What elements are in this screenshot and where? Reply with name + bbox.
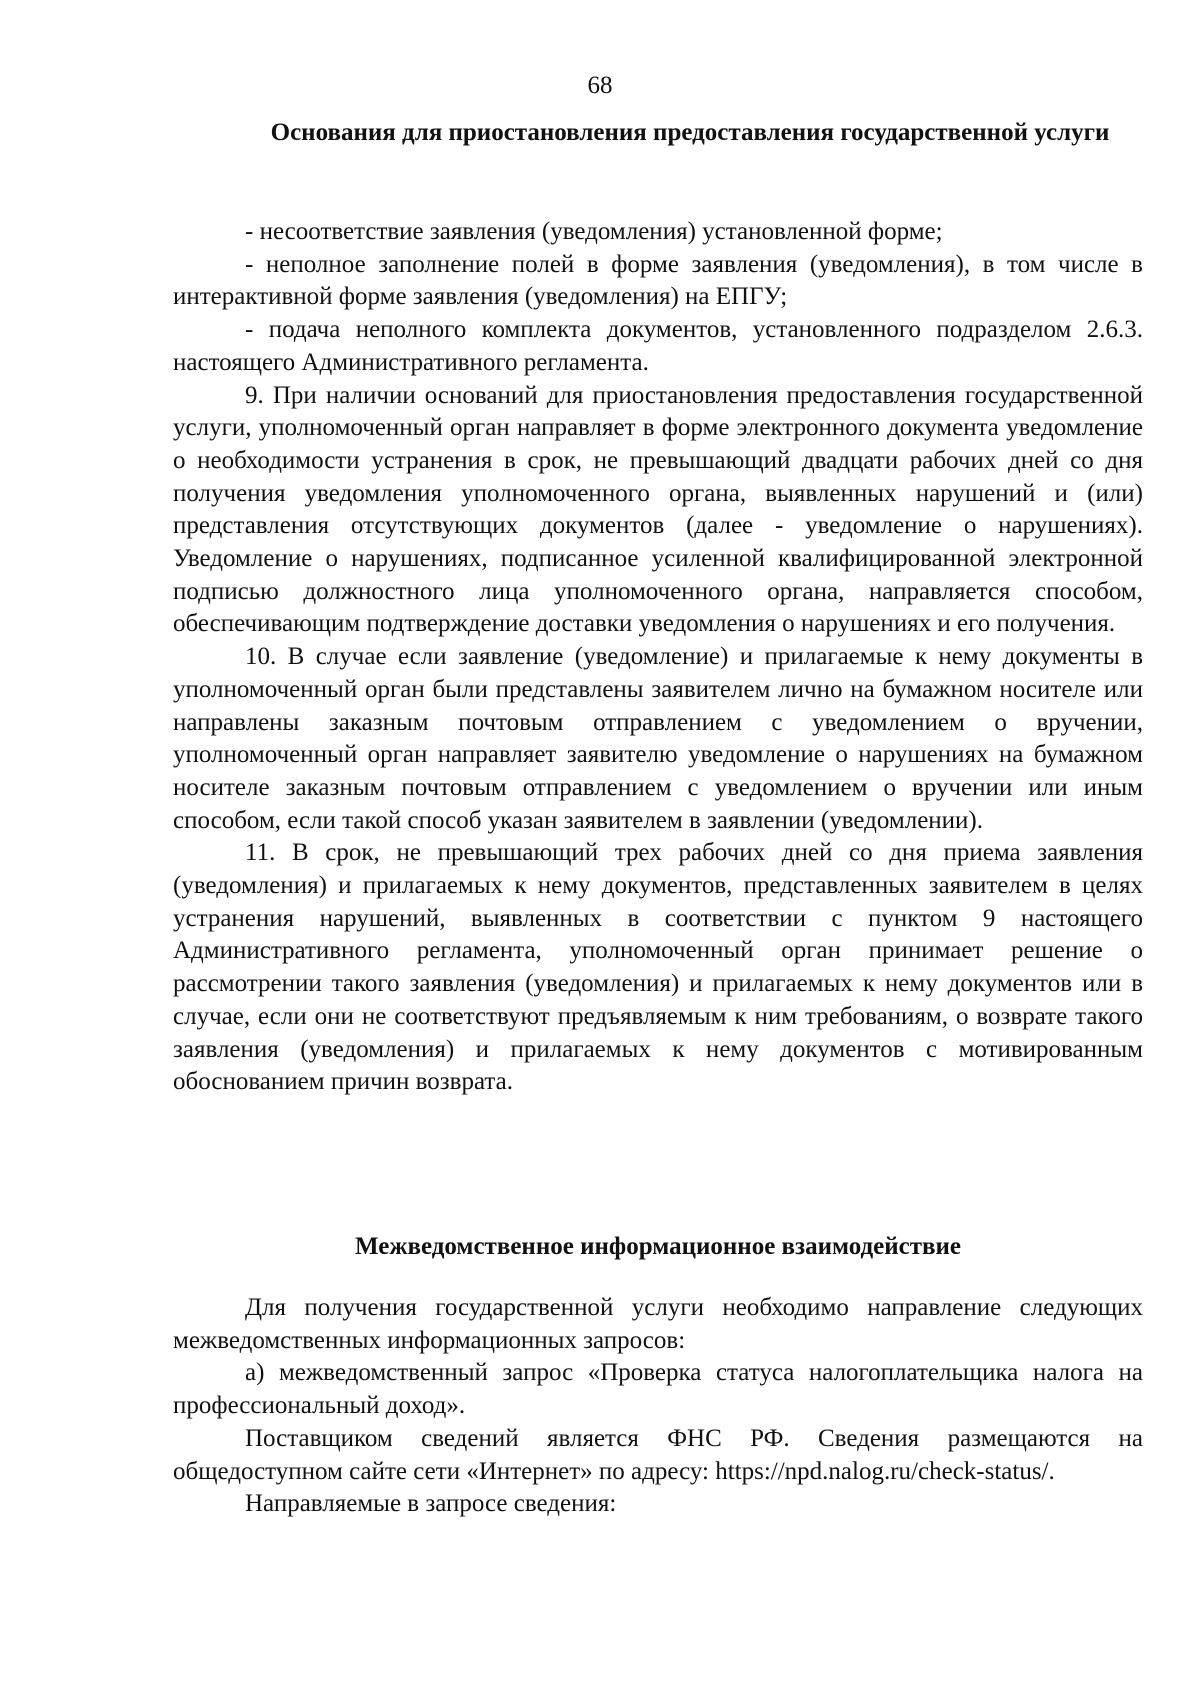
paragraph: а) межведомственный запрос «Проверка статуса налогоплательщика налога на профессиональный доход». <box>173 1359 1143 1420</box>
section-heading-interagency-interaction: Межведомственное информационное взаимодействие <box>355 1233 961 1260</box>
page-number: 68 <box>587 72 613 99</box>
paragraph: Поставщиком сведений является ФНС РФ. Сведения размещаются на общедоступном сайте сети «Интернет» по адресу: https://npd.nalog.ru/check-status/. <box>173 1424 1143 1485</box>
paragraph: 10. В случае если заявление (уведомление) и прилагаемые к нему документы в уполномоченный орган были представлены заявителем лично на бумажном носителе или направлены заказным почтовым отправлением с уведомлением о вручении, уполномоченный орган направляет заявителю уведомление о нарушениях на бумажном носителе заказным почтовым отправлением с уведомлением о вручении или иным способом, если такой способ указан заявителем в заявлении (уведомлении). <box>173 643 1143 834</box>
section-heading-suspension-grounds: Основания для приостановления предоставления государственной услуги <box>270 119 1110 146</box>
paragraph: - неполное заполнение полей в форме заявления (уведомления), в том числе в интерактивной форме заявления (уведомления) на ЕПГУ; <box>173 250 1143 311</box>
paragraph: 11. В срок, не превышающий трех рабочих дней со дня приема заявления (уведомления) и прилагаемых к нему документов, представленных заявителем в целях устранения нарушений, выявленных в соответствии с пунктом 9 настоящего Административного регламента, уполномоченный орган принимает решение о рассмотрении такого заявления (уведомления) и прилагаемых к нему документов или в случае, если они не соответствуют предъявляемым к ним требованиям, о возврате такого заявления (уведомления) и прилагаемых к нему документов с мотивированным обоснованием причин возврата. <box>173 839 1143 1096</box>
section-body-suspension-grounds <box>173 216 1143 1099</box>
paragraph: - несоответствие заявления (уведомления) установленной форме; <box>245 218 943 245</box>
paragraph: - подача неполного комплекта документов, установленного подразделом 2.6.3. настоящего Административного регламента. <box>173 316 1143 376</box>
section-body-interagency-interaction <box>173 1292 1143 1521</box>
paragraph: Направляемые в запросе сведения: <box>245 1490 617 1518</box>
paragraph: 9. При наличии оснований для приостановления предоставления государственной услуги, уполномоченный орган направляет в форме электронного документа уведомление о необходимости устранения в срок, не превышающий двадцати рабочих дней со дня получения уведомления уполномоченного органа, выявленных нарушений и (или) представления отсутствующих документов (далее - уведомление о нарушениях). Уведомление о нарушениях, подписанное усиленной квалифицированной электронной подписью должностного лица уполномоченного органа, направляется способом, обеспечивающим подтверждение доставки уведомления о нарушениях и его получения. <box>173 381 1143 638</box>
paragraph: Для получения государственной услуги необходимо направление следующих межведомственных информационных запросов: <box>173 1294 1143 1354</box>
